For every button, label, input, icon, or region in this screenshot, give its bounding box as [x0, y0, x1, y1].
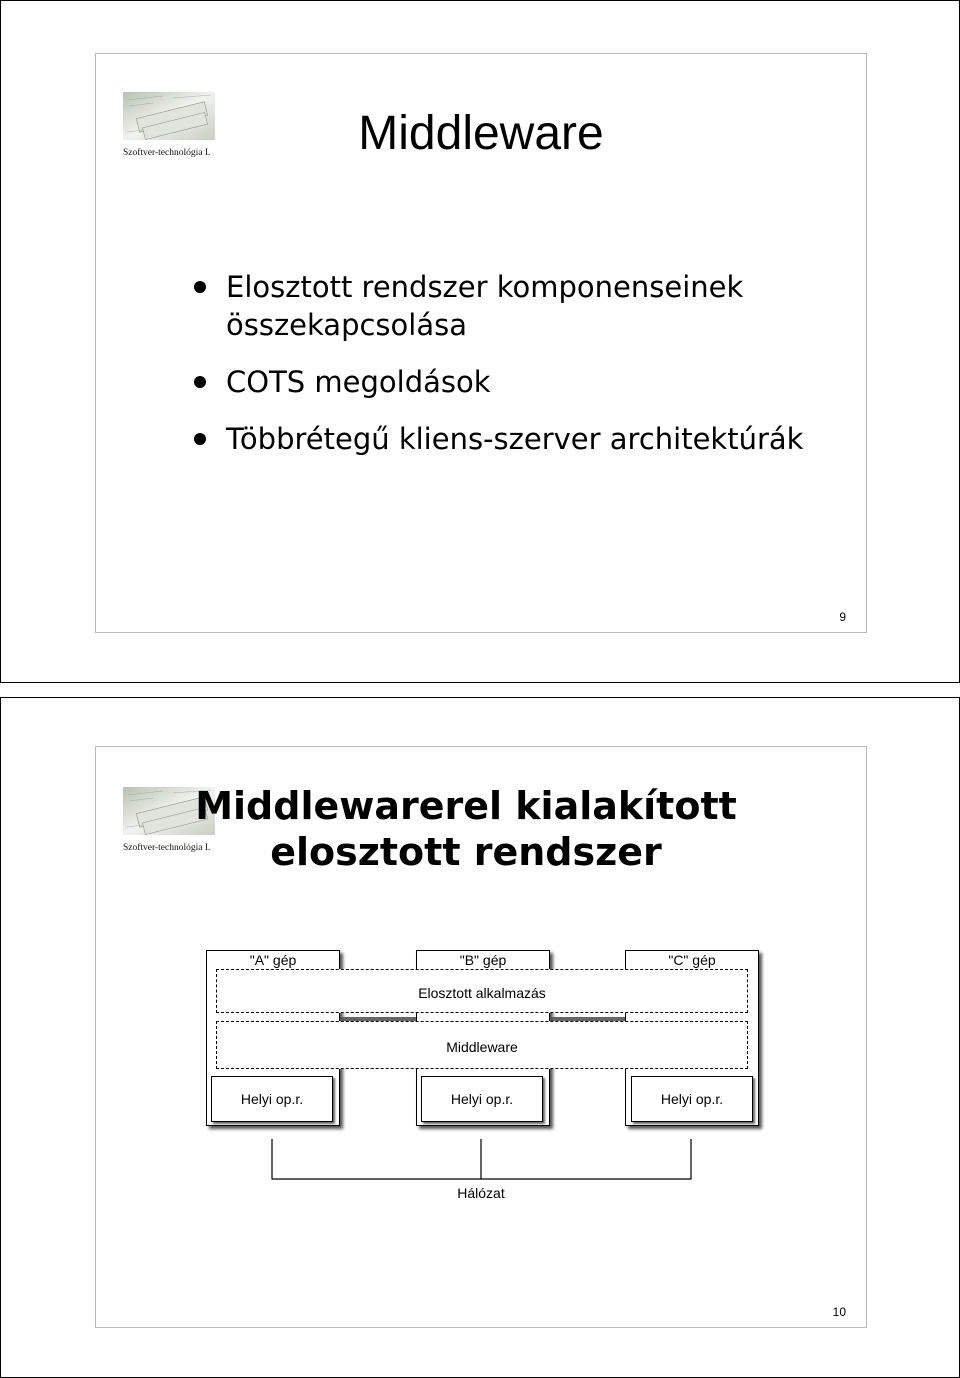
bullet-item: COTS megoldások	[192, 363, 812, 401]
machine-label: "C" gép	[626, 951, 758, 969]
local-os-box: Helyi op.r.	[211, 1076, 333, 1122]
local-os-box: Helyi op.r.	[631, 1076, 753, 1122]
logo-caption: Szoftver-technológia I.	[123, 148, 211, 158]
page-sheet-1	[0, 0, 960, 683]
middleware-layer: Middleware	[216, 1021, 748, 1069]
slide-title	[186, 783, 746, 875]
bullet-item: Többrétegű kliens-szerver architektúrák	[192, 420, 812, 458]
network-label: Hálózat	[457, 1185, 505, 1201]
bullet-dot-icon	[194, 376, 206, 388]
local-os-box: Helyi op.r.	[421, 1076, 543, 1122]
bullet-dot-icon	[194, 433, 206, 445]
bullet-list	[192, 268, 812, 477]
slide-9	[95, 53, 867, 633]
title-line-1: Middlewarerel kialakított	[195, 784, 737, 828]
slide-title: Middleware	[358, 107, 604, 160]
machine-label: "B" gép	[417, 951, 549, 969]
title-line-2: elosztott rendszer	[270, 830, 662, 874]
machine-label: "A" gép	[207, 951, 339, 969]
distributed-app-layer: Elosztott alkalmazás	[216, 969, 748, 1013]
page-number: 9	[839, 610, 846, 624]
bullet-dot-icon	[194, 281, 206, 293]
bullet-item: Elosztott rendszer komponenseinek összekapcsolása	[192, 268, 812, 344]
page-sheet-2	[0, 697, 960, 1378]
logo-caption: Szoftver-technológia I.	[123, 843, 211, 853]
slide-10	[95, 746, 867, 1328]
page-number: 10	[832, 1305, 846, 1319]
